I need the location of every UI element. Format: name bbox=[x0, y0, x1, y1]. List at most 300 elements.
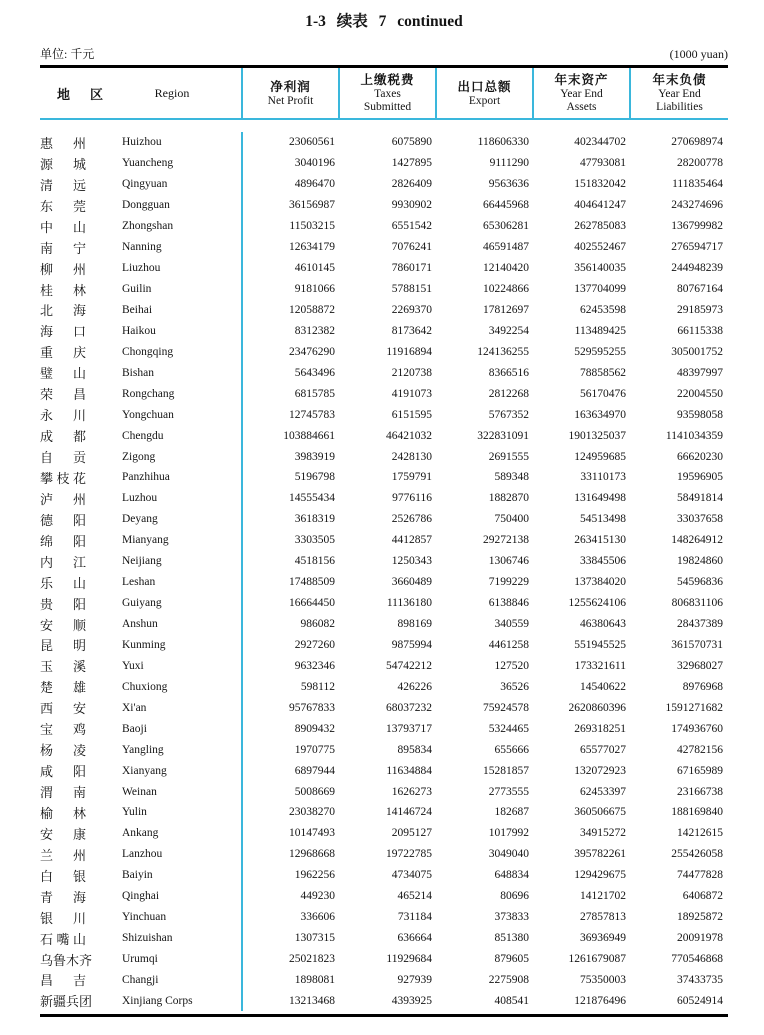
region-name-zh-char: 乌 bbox=[40, 952, 54, 968]
column-header-zh: 净利润 bbox=[270, 79, 311, 94]
value-cell: 11634884 bbox=[386, 764, 432, 777]
value-cell: 361570731 bbox=[671, 638, 723, 651]
column-header-en: Export bbox=[468, 94, 501, 107]
region-name-zh-char: 德 bbox=[40, 512, 54, 528]
region-cell bbox=[40, 823, 243, 844]
region-name-pinyin: Beihai bbox=[122, 303, 153, 316]
value-cell: 648834 bbox=[494, 869, 529, 882]
column-header-en: Assets bbox=[566, 101, 597, 113]
region-name-zh-char: 攀 bbox=[40, 470, 54, 486]
value-cell: 636664 bbox=[397, 932, 432, 945]
value-cell: 33110173 bbox=[580, 471, 626, 484]
region-cell bbox=[40, 739, 243, 760]
table-row bbox=[40, 781, 728, 802]
value-cell: 23476290 bbox=[289, 345, 335, 358]
region-name-zh bbox=[40, 300, 86, 319]
region-name-pinyin: Deyang bbox=[122, 513, 158, 526]
value-cell: 2927260 bbox=[294, 638, 335, 651]
value-cell: 14555434 bbox=[289, 492, 335, 505]
region-name-zh-char: 杨 bbox=[40, 743, 54, 759]
table-header-row bbox=[40, 68, 728, 120]
table-row bbox=[40, 488, 728, 509]
region-name-pinyin: Mianyang bbox=[122, 534, 169, 547]
value-cell: 1626273 bbox=[391, 785, 432, 798]
table-row bbox=[40, 739, 728, 760]
region-name-pinyin: Leshan bbox=[122, 576, 156, 589]
value-cell: 4191073 bbox=[391, 387, 432, 400]
value-cell: 5324465 bbox=[488, 722, 529, 735]
column-header bbox=[534, 68, 631, 118]
table-row bbox=[40, 718, 728, 739]
value-cell: 5196798 bbox=[294, 471, 335, 484]
value-cell: 9181066 bbox=[294, 283, 335, 296]
region-cell bbox=[40, 928, 243, 949]
region-header-en: Region bbox=[154, 85, 190, 100]
region-name-zh-char: 阳 bbox=[72, 764, 86, 780]
column-header-en: Submitted bbox=[363, 101, 412, 113]
region-name-zh-char: 东 bbox=[40, 198, 54, 214]
value-cell: 3040196 bbox=[294, 157, 335, 170]
region-name-pinyin: Zhongshan bbox=[122, 220, 174, 233]
region-name-zh bbox=[40, 426, 86, 445]
region-name-zh-char: 渭 bbox=[40, 785, 54, 801]
value-cell: 75924578 bbox=[483, 701, 529, 714]
value-cell: 14146724 bbox=[386, 806, 432, 819]
region-name-zh-char: 柳 bbox=[40, 261, 54, 277]
region-name-zh bbox=[40, 803, 86, 822]
value-cell: 118606330 bbox=[477, 136, 529, 149]
region-name-pinyin: Xi'an bbox=[122, 701, 147, 714]
value-cell: 12140420 bbox=[483, 262, 529, 275]
value-cell: 1141034359 bbox=[665, 429, 723, 442]
value-cell: 4461258 bbox=[488, 638, 529, 651]
region-name-zh bbox=[40, 489, 86, 508]
table-row bbox=[40, 509, 728, 530]
region-name-pinyin: Changji bbox=[122, 973, 159, 986]
value-cell: 305001752 bbox=[671, 345, 723, 358]
region-name-zh bbox=[40, 845, 86, 864]
region-name-zh-char: 成 bbox=[40, 429, 54, 445]
value-cell: 62453397 bbox=[580, 785, 626, 798]
value-cell: 66620230 bbox=[677, 450, 723, 463]
value-cell: 2691555 bbox=[488, 450, 529, 463]
region-cell bbox=[40, 760, 243, 781]
value-cell: 42782156 bbox=[677, 743, 723, 756]
value-cell: 465214 bbox=[397, 890, 432, 903]
region-name-zh-char: 木 bbox=[66, 952, 80, 968]
region-name-pinyin: Baiyin bbox=[122, 869, 153, 882]
region-name-zh-char: 齐 bbox=[79, 952, 93, 968]
region-cell bbox=[40, 404, 243, 425]
value-cell: 65306281 bbox=[483, 220, 529, 233]
value-cell: 36936949 bbox=[580, 932, 626, 945]
table-row bbox=[40, 300, 728, 321]
value-cell: 2269370 bbox=[391, 303, 432, 316]
region-column-header bbox=[40, 68, 243, 118]
region-name-zh-char: 江 bbox=[72, 554, 86, 570]
value-cell: 1255624106 bbox=[568, 597, 626, 610]
value-cell: 1882870 bbox=[488, 492, 529, 505]
value-cell: 28437389 bbox=[677, 618, 723, 631]
value-cell: 806831106 bbox=[671, 597, 723, 610]
value-cell: 111835464 bbox=[672, 178, 723, 191]
column-header-zh: 出口总额 bbox=[457, 79, 512, 94]
value-cell: 2812268 bbox=[488, 387, 529, 400]
region-name-pinyin: Yuancheng bbox=[122, 157, 174, 170]
region-name-pinyin: Bishan bbox=[122, 366, 154, 379]
region-name-zh bbox=[40, 929, 86, 948]
value-cell: 12058872 bbox=[289, 303, 335, 316]
region-name-pinyin: Qingyuan bbox=[122, 178, 168, 191]
region-name-pinyin: Guiyang bbox=[122, 597, 162, 610]
table-row bbox=[40, 320, 728, 341]
region-name-zh bbox=[40, 133, 86, 152]
region-name-zh-char: 绵 bbox=[40, 533, 54, 549]
region-name-zh-char: 疆 bbox=[53, 994, 67, 1010]
value-cell: 9776116 bbox=[392, 492, 432, 505]
table-row bbox=[40, 174, 728, 195]
value-cell: 340559 bbox=[494, 618, 529, 631]
value-cell: 986082 bbox=[300, 618, 335, 631]
region-cell bbox=[40, 655, 243, 676]
region-name-zh bbox=[40, 635, 86, 654]
table-row bbox=[40, 341, 728, 362]
value-cell: 3049040 bbox=[488, 848, 529, 861]
value-cell: 9111290 bbox=[489, 157, 529, 170]
region-name-zh-char: 内 bbox=[40, 554, 54, 570]
region-cell bbox=[40, 949, 243, 970]
region-name-zh-char: 林 bbox=[72, 282, 86, 298]
value-cell: 65577027 bbox=[580, 743, 626, 756]
table-row bbox=[40, 404, 728, 425]
column-header-en: Year End bbox=[658, 88, 701, 100]
region-cell bbox=[40, 718, 243, 739]
value-cell: 529595255 bbox=[574, 345, 626, 358]
region-name-zh-char: 乐 bbox=[40, 575, 54, 591]
value-cell: 4734075 bbox=[391, 869, 432, 882]
region-name-pinyin: Anshun bbox=[122, 618, 158, 631]
value-cell: 3618319 bbox=[294, 513, 335, 526]
value-cell: 132072923 bbox=[574, 764, 626, 777]
value-cell: 129429675 bbox=[574, 869, 626, 882]
table-row bbox=[40, 760, 728, 781]
value-cell: 3492254 bbox=[488, 324, 529, 337]
region-name-zh-char: 川 bbox=[72, 910, 86, 926]
region-name-pinyin: Xianyang bbox=[122, 764, 167, 777]
region-name-zh bbox=[40, 280, 86, 299]
value-cell: 36526 bbox=[500, 680, 529, 693]
value-cell: 2275908 bbox=[488, 973, 529, 986]
value-cell: 5788151 bbox=[391, 283, 432, 296]
region-cell bbox=[40, 341, 243, 362]
value-cell: 4518156 bbox=[294, 555, 335, 568]
table-row bbox=[40, 216, 728, 237]
value-cell: 8909432 bbox=[294, 722, 335, 735]
region-name-zh-char: 凌 bbox=[72, 743, 86, 759]
value-cell: 598112 bbox=[300, 680, 335, 693]
region-name-zh bbox=[40, 238, 86, 257]
column-header bbox=[340, 68, 437, 118]
region-name-pinyin: Lanzhou bbox=[122, 848, 163, 861]
region-cell bbox=[40, 865, 243, 886]
value-cell: 22004550 bbox=[677, 387, 723, 400]
value-cell: 426226 bbox=[397, 680, 432, 693]
column-header-zh: 年末负债 bbox=[652, 73, 707, 87]
value-cell: 20091978 bbox=[677, 932, 723, 945]
region-name-zh bbox=[40, 447, 86, 466]
region-cell bbox=[40, 320, 243, 341]
region-cell bbox=[40, 488, 243, 509]
value-cell: 11916894 bbox=[386, 345, 432, 358]
region-name-zh bbox=[40, 698, 86, 717]
table-row bbox=[40, 907, 728, 928]
value-cell: 6897944 bbox=[294, 764, 335, 777]
value-cell: 8976968 bbox=[682, 680, 723, 693]
unit-row bbox=[40, 45, 728, 62]
region-cell bbox=[40, 132, 243, 153]
region-name-pinyin: Guilin bbox=[122, 283, 152, 296]
value-cell: 37433735 bbox=[677, 973, 723, 986]
value-cell: 402552467 bbox=[574, 241, 626, 254]
region-name-zh-char: 昌 bbox=[72, 387, 86, 403]
value-cell: 2773555 bbox=[488, 785, 529, 798]
table-row bbox=[40, 258, 728, 279]
value-cell: 33037658 bbox=[677, 513, 723, 526]
table-row bbox=[40, 949, 728, 970]
table-row bbox=[40, 655, 728, 676]
value-cell: 10224866 bbox=[483, 283, 529, 296]
region-cell bbox=[40, 614, 243, 635]
region-name-zh-char: 山 bbox=[72, 931, 86, 947]
value-cell: 12745783 bbox=[289, 408, 335, 421]
value-cell: 66445968 bbox=[483, 199, 529, 212]
value-cell: 655666 bbox=[494, 743, 529, 756]
table-row bbox=[40, 802, 728, 823]
region-name-zh-char: 安 bbox=[40, 826, 54, 842]
region-name-pinyin: Ankang bbox=[122, 827, 159, 840]
value-cell: 270698974 bbox=[671, 136, 723, 149]
value-cell: 336606 bbox=[300, 911, 335, 924]
unit-label-zh: 单位: 千元 bbox=[40, 47, 95, 61]
page-title: 1-3 续表 7 continued bbox=[305, 13, 463, 30]
value-cell: 927939 bbox=[397, 973, 432, 986]
value-cell: 131649498 bbox=[574, 492, 626, 505]
region-name-zh bbox=[40, 468, 86, 487]
region-name-pinyin: Yuxi bbox=[122, 659, 144, 672]
region-name-zh bbox=[40, 782, 86, 801]
value-cell: 95767833 bbox=[289, 701, 335, 714]
value-cell: 13213468 bbox=[289, 994, 335, 1007]
region-name-zh-char: 州 bbox=[72, 491, 86, 507]
region-name-zh-char: 兰 bbox=[40, 847, 54, 863]
region-name-pinyin: Chengdu bbox=[122, 429, 164, 442]
region-name-zh bbox=[40, 573, 86, 592]
region-name-zh bbox=[40, 677, 86, 696]
region-name-pinyin: Qinghai bbox=[122, 890, 160, 903]
statistics-table bbox=[40, 65, 728, 1017]
region-name-zh-char: 嘴 bbox=[56, 931, 70, 947]
value-cell: 255426058 bbox=[671, 848, 723, 861]
value-cell: 360506675 bbox=[574, 806, 626, 819]
value-cell: 66115338 bbox=[677, 324, 723, 337]
column-header-en: Liabilities bbox=[656, 101, 703, 113]
region-header-zh-char: 区 bbox=[89, 86, 103, 102]
value-cell: 262785083 bbox=[574, 220, 626, 233]
value-cell: 75350003 bbox=[580, 973, 626, 986]
value-cell: 589348 bbox=[494, 471, 529, 484]
region-name-zh-char: 昌 bbox=[40, 973, 54, 989]
region-name-zh-char: 州 bbox=[72, 261, 86, 277]
value-cell: 80696 bbox=[500, 890, 529, 903]
value-cell: 2428130 bbox=[391, 450, 432, 463]
value-cell: 12634179 bbox=[289, 241, 335, 254]
region-name-zh-char: 城 bbox=[72, 156, 86, 172]
value-cell: 1261679087 bbox=[568, 953, 626, 966]
value-cell: 4896470 bbox=[294, 178, 335, 191]
value-cell: 32968027 bbox=[677, 659, 723, 672]
region-name-zh bbox=[40, 887, 86, 906]
value-cell: 2620860396 bbox=[568, 701, 626, 714]
region-name-zh-char: 桂 bbox=[40, 282, 54, 298]
value-cell: 58491814 bbox=[677, 492, 723, 505]
value-cell: 5767352 bbox=[488, 408, 529, 421]
table-row bbox=[40, 132, 728, 153]
region-name-zh-char: 雄 bbox=[72, 680, 86, 696]
value-cell: 1962256 bbox=[294, 869, 335, 882]
value-cell: 23038270 bbox=[289, 806, 335, 819]
region-name-zh-char: 惠 bbox=[40, 135, 54, 151]
region-cell bbox=[40, 530, 243, 551]
region-name-zh bbox=[40, 615, 86, 634]
region-cell bbox=[40, 635, 243, 656]
region-name-zh-char: 泸 bbox=[40, 491, 54, 507]
region-name-zh-char: 银 bbox=[72, 868, 86, 884]
region-name-zh bbox=[40, 552, 86, 571]
value-cell: 16664450 bbox=[289, 597, 335, 610]
table-row bbox=[40, 467, 728, 488]
region-cell bbox=[40, 802, 243, 823]
region-cell bbox=[40, 279, 243, 300]
value-cell: 1970775 bbox=[294, 743, 335, 756]
value-cell: 3660489 bbox=[391, 576, 432, 589]
region-header-zh bbox=[57, 84, 103, 103]
value-cell: 93598058 bbox=[677, 408, 723, 421]
value-cell: 7076241 bbox=[391, 241, 432, 254]
value-cell: 276594717 bbox=[671, 241, 723, 254]
region-name-zh-char: 白 bbox=[40, 868, 54, 884]
value-cell: 148264912 bbox=[671, 534, 723, 547]
value-cell: 151832042 bbox=[574, 178, 626, 191]
region-name-zh-char: 吉 bbox=[72, 973, 86, 989]
table-row bbox=[40, 362, 728, 383]
region-cell bbox=[40, 195, 243, 216]
region-name-zh bbox=[40, 950, 93, 969]
region-name-pinyin: Chongqing bbox=[122, 345, 174, 358]
table-row bbox=[40, 970, 728, 991]
value-cell: 28200778 bbox=[677, 157, 723, 170]
region-cell bbox=[40, 697, 243, 718]
value-cell: 23166738 bbox=[677, 785, 723, 798]
region-name-pinyin: Haikou bbox=[122, 324, 156, 337]
value-cell: 356140035 bbox=[574, 262, 626, 275]
region-name-zh-char: 团 bbox=[79, 994, 93, 1010]
value-cell: 243274696 bbox=[671, 199, 723, 212]
region-cell bbox=[40, 258, 243, 279]
region-header-zh-char: 地 bbox=[57, 86, 71, 102]
region-name-zh bbox=[40, 196, 86, 215]
value-cell: 68037232 bbox=[386, 701, 432, 714]
value-cell: 770546868 bbox=[671, 953, 723, 966]
table-row bbox=[40, 572, 728, 593]
value-cell: 56170476 bbox=[580, 387, 626, 400]
region-name-zh-char: 重 bbox=[40, 345, 54, 361]
region-name-zh-char: 荣 bbox=[40, 387, 54, 403]
table-row bbox=[40, 990, 728, 1011]
value-cell: 136799982 bbox=[671, 220, 723, 233]
value-cell: 4393925 bbox=[391, 994, 432, 1007]
value-cell: 23060561 bbox=[289, 136, 335, 149]
value-cell: 17488509 bbox=[289, 576, 335, 589]
value-cell: 8312382 bbox=[294, 324, 335, 337]
region-name-zh bbox=[40, 510, 86, 529]
value-cell: 2095127 bbox=[391, 827, 432, 840]
value-cell: 6406872 bbox=[682, 890, 723, 903]
region-name-zh-char: 宁 bbox=[72, 240, 86, 256]
value-cell: 750400 bbox=[494, 513, 529, 526]
region-name-pinyin: Chuxiong bbox=[122, 680, 168, 693]
table-row bbox=[40, 195, 728, 216]
region-name-zh-char: 璧 bbox=[40, 366, 54, 382]
table-row bbox=[40, 279, 728, 300]
region-cell bbox=[40, 237, 243, 258]
region-name-zh bbox=[40, 656, 86, 675]
value-cell: 269318251 bbox=[574, 722, 626, 735]
value-cell: 173321611 bbox=[574, 659, 626, 672]
region-name-zh-char: 西 bbox=[40, 701, 54, 717]
region-name-zh bbox=[40, 824, 86, 843]
region-name-pinyin: Luzhou bbox=[122, 492, 158, 505]
column-header-en: Net Profit bbox=[267, 94, 314, 107]
value-cell: 29272138 bbox=[483, 534, 529, 547]
region-name-pinyin: Yinchuan bbox=[122, 911, 167, 924]
region-name-zh-char: 海 bbox=[72, 303, 86, 319]
region-name-zh-char: 溪 bbox=[72, 659, 86, 675]
region-cell bbox=[40, 216, 243, 237]
table-row bbox=[40, 886, 728, 907]
region-name-zh-char: 阳 bbox=[72, 512, 86, 528]
value-cell: 14540622 bbox=[580, 680, 626, 693]
region-name-zh-char: 自 bbox=[40, 450, 54, 466]
region-cell bbox=[40, 446, 243, 467]
region-name-zh bbox=[40, 259, 86, 278]
region-name-zh-char: 庆 bbox=[72, 345, 86, 361]
value-cell: 408541 bbox=[494, 994, 529, 1007]
value-cell: 322831091 bbox=[477, 429, 529, 442]
region-name-zh-char: 楚 bbox=[40, 680, 54, 696]
value-cell: 4610145 bbox=[294, 262, 335, 275]
region-name-zh bbox=[40, 405, 86, 424]
region-name-zh-char: 康 bbox=[72, 826, 86, 842]
value-cell: 3983919 bbox=[294, 450, 335, 463]
value-cell: 6138846 bbox=[488, 597, 529, 610]
region-name-zh-char: 榆 bbox=[40, 805, 54, 821]
value-cell: 14121702 bbox=[580, 890, 626, 903]
table-row bbox=[40, 530, 728, 551]
table-row bbox=[40, 383, 728, 404]
value-cell: 3303505 bbox=[294, 534, 335, 547]
value-cell: 7199229 bbox=[488, 576, 529, 589]
value-cell: 395782261 bbox=[574, 848, 626, 861]
